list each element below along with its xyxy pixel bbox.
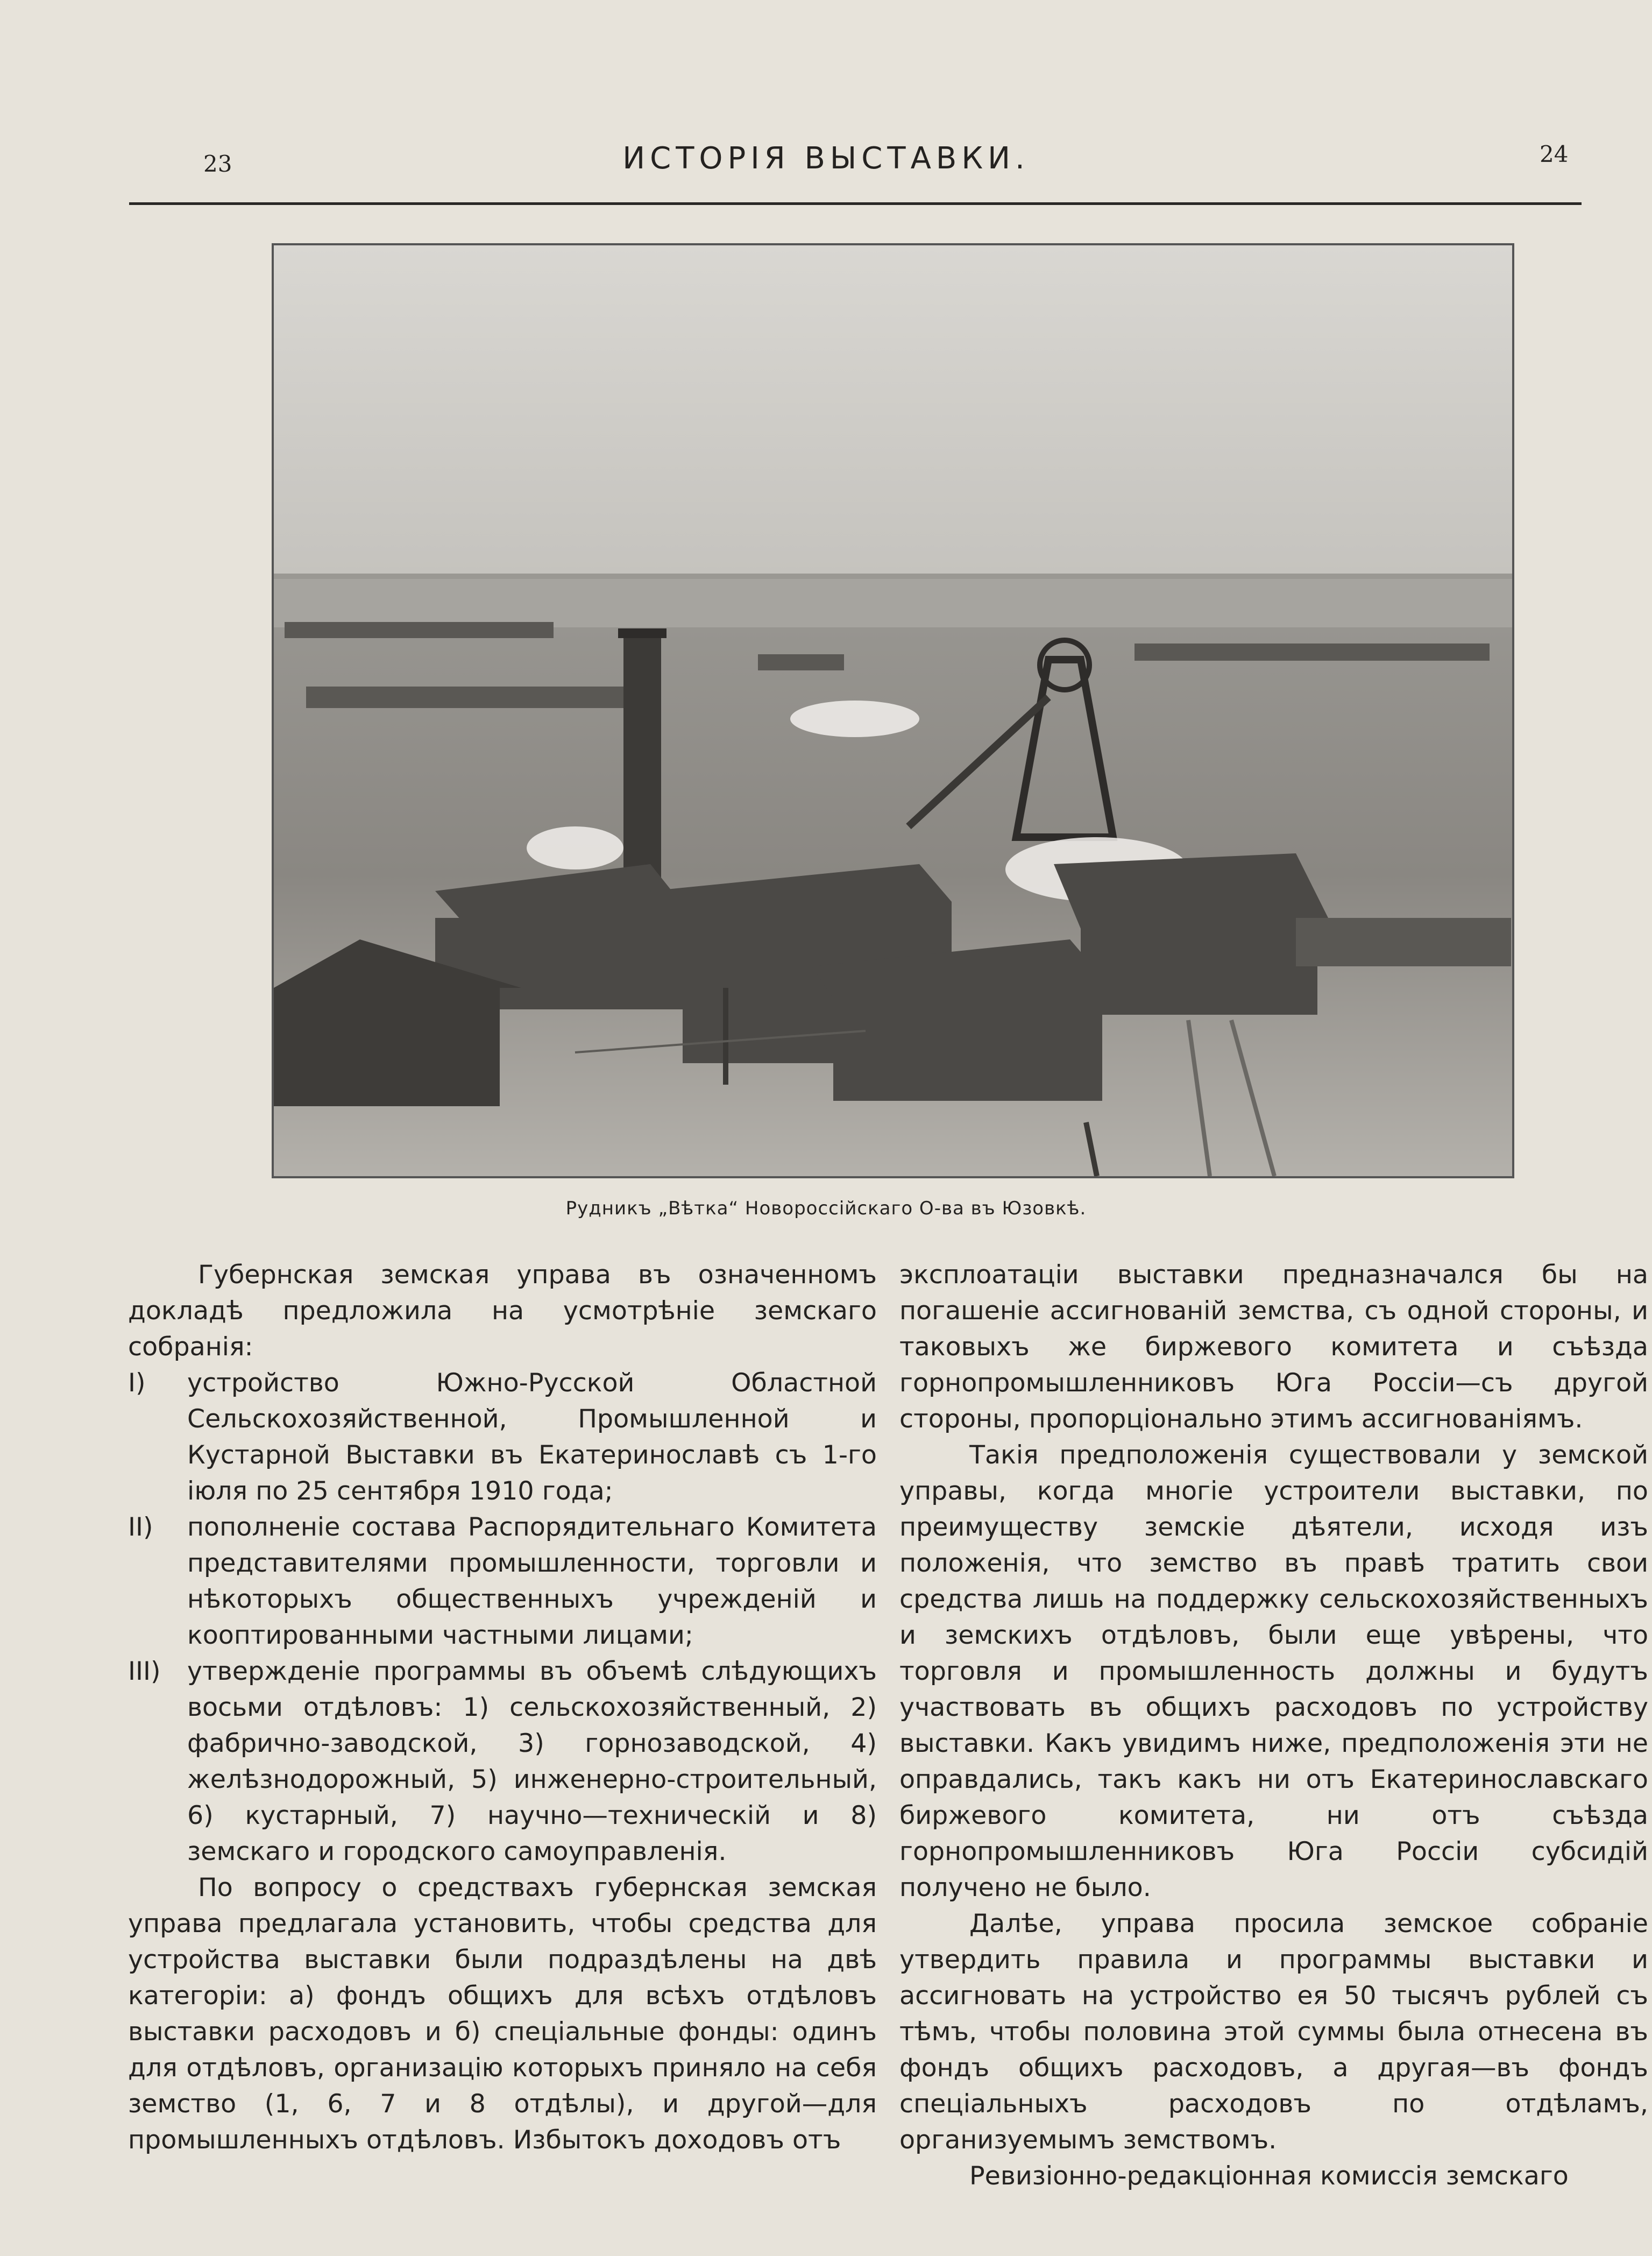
mine-photograph	[272, 243, 1514, 1178]
running-title: ИСТОРІЯ ВЫСТАВКИ.	[622, 141, 1030, 176]
paragraph: По вопросу о средствахъ губернская земская управа предлагала установить, чтобы средства для устройства выставки были подраздѣлены на двѣ категоріи: а) фондъ общихъ для всѣхъ отдѣловъ выставки расходовъ и б) спеціальные фонды: одинъ для отдѣловъ, организацію которыхъ приняло на себя земство (1, 6, 7 и 8 отдѣлы), и другой—для промышленныхъ отдѣловъ. Избытокъ доходовъ отъ	[128, 1873, 877, 2155]
list-text: утвержденіе программы въ объемѣ слѣдующихъ восьми отдѣловъ: 1) сельскохозяйственный, 2) фабрично-заводской, 3) горнозаводской, 4) желѣзнодорожный, 5) инженерно-строительный, 6) кустарный, 7) научно—техническій и 8) земскаго и городского самоуправленія.	[187, 1657, 877, 1866]
list-text: устройство Южно-Русской Областной Сельскохозяйственной, Промышленной и Кустарной Выставки въ Екатеринославѣ съ 1-го іюля по 25 сентября 1910 года;	[187, 1368, 877, 1506]
right-column	[899, 1257, 1648, 2194]
list-item	[128, 1365, 877, 1509]
list-number: III)	[128, 1657, 161, 1686]
paragraph: Такія предположенія существовали у земской управы, когда многіе устроители выставки, по преимуществу земскіе дѣятели, исходя изъ положенія, что земство въ правѣ тратить свои средства лишь на поддержку сельскохозяйственныхъ и земскихъ отдѣловъ, были еще увѣрены, что торговля и промышленность должны и будутъ участвовать въ общихъ расходовъ по устройству выставки. Какъ увидимъ ниже, предположенія эти не оправдались, такъ какъ ни отъ Екатеринославскаго биржевого комитета, ни отъ съѣзда горнопромышленниковъ Юга Россіи субсидій получено не было.	[899, 1440, 1648, 1903]
paragraph: эксплоатаціи выставки предназначался бы на погашеніе ассигнованій земства, съ одной стороны, и таковыхъ же биржевого комитета и съѣзда горнопромышленниковъ Юга Россіи—съ другой стороны, пропорціонально этимъ ассигнованіямъ.	[899, 1260, 1648, 1434]
list-number: I)	[128, 1368, 146, 1398]
figure-caption: Рудникъ „Вѣтка“ Новороссійскаго О-ва въ Юзовкѣ.	[565, 1198, 1087, 1219]
paragraph: Далѣе, управа просила земское собраніе утвердить правила и программы выставки и ассигновать на устройство ея 50 тысячъ рублей съ тѣмъ, чтобы половина этой суммы была отнесена въ фондъ общихъ расходовъ, а другая—въ фондъ спеціальныхъ расходовъ по отдѣламъ, организуемымъ земствомъ.	[899, 1909, 1648, 2155]
left-column	[128, 1257, 877, 2158]
list-item	[128, 1509, 877, 1653]
header-rule	[129, 202, 1582, 205]
page-number-left: 23	[203, 151, 232, 177]
page-number-right: 24	[1540, 141, 1569, 167]
list-number: II)	[128, 1512, 153, 1542]
list-text: пополненіе состава Распорядительнаго Комитета представителями промышленности, торговли и нѣкоторыхъ общественныхъ учрежденій и кооптированными частными лицами;	[187, 1512, 877, 1650]
paragraph: Губернская земская управа въ означенномъ докладѣ предложила на усмотрѣніе земскаго собранія:	[128, 1260, 877, 1362]
list-item	[128, 1653, 877, 1870]
paragraph: Ревизіонно-редакціонная комиссія земскаго	[969, 2161, 1569, 2191]
